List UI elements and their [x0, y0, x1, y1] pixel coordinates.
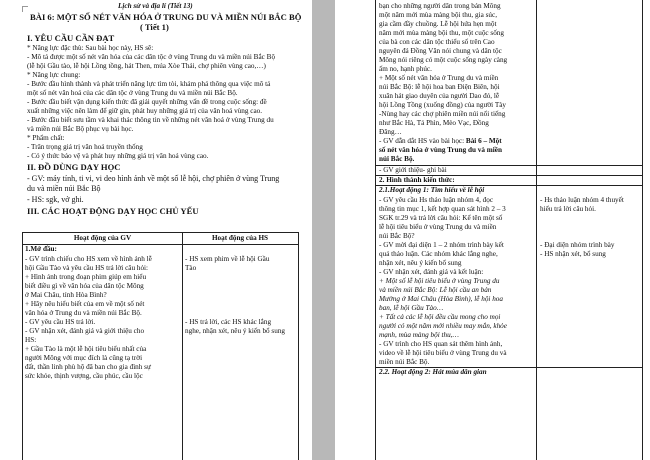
- table-cell-line: video về lễ hội tiêu biểu ở vùng Trung du và: [379, 349, 507, 357]
- table-cell-line: - HS nhận xét, bổ sung: [540, 250, 606, 258]
- text-line: và miền núi Bắc Bộ phục vụ bài học.: [27, 125, 134, 133]
- table-cell-line: Đăng…: [379, 128, 402, 136]
- table-header-gv: Hoạt động của GV: [73, 234, 132, 242]
- table-cell-line: xuân hát giao duyên của người Dao đỏ, lễ: [379, 92, 500, 100]
- text-line: - Mô tả được một số nét văn hóa của các dân tộc ở vùng Trung du và miền núi Bắc Bộ: [27, 53, 276, 61]
- table-cell-line: - GV yêu cầu HS trả lời.: [25, 318, 96, 326]
- table-cell-line: núi Bắc Bộ?: [379, 232, 415, 240]
- table-cell-line: - GV yêu cầu Hs thảo luận nhóm 4, đọc: [379, 196, 494, 204]
- table-cell-line: sức khỏe, thịnh vượng, cầu phúc, cầu lộc: [25, 372, 143, 380]
- table-cell-line: nghe, nhận xét, nêu ý kiến bổ sung: [185, 327, 286, 335]
- text-line: - Bước đầu biết vận dụng kiến thức đã giải quyết những vấn đề trong cuộc sống: đề: [27, 98, 267, 106]
- table-cell-line: Mường ở Mai Châu (Hòa Bình), lễ hội hoa: [379, 295, 503, 303]
- table-cell-line: SGK tr.29 và trả lời câu hỏi: Kể tên một số: [379, 214, 503, 222]
- table-cell-line: + Tất cả các lễ hội đều cầu mong cho mọi: [379, 313, 501, 321]
- table-cell-line: như Bắc Hà, Tả Phìn, Mèo Vạc, Đồng: [379, 119, 489, 127]
- table-cell-line: Tào: [185, 264, 197, 272]
- table-cell-line: miền núi Bắc Bộ.: [379, 358, 430, 366]
- text-line: I. YÊU CẦU CẦN ĐẠT: [27, 33, 115, 43]
- table-cell-line: số nét văn hóa ở vùng Trung du và miền: [379, 146, 502, 154]
- table-cell-line: 2.1.Hoạt động 1: Tìm hiểu về lễ hội: [379, 186, 485, 194]
- table-cell-line: hiểu trả lời câu hỏi.: [540, 205, 596, 213]
- text-line: * Năng lực đặc thù: Sau bài học này, HS sẽ:: [27, 44, 154, 52]
- table-cell-line: năm mới mùa màng bội thu, một cuộc sống: [379, 29, 504, 37]
- text-line: ( Tiết 1): [140, 22, 169, 32]
- text-line: - Bước đầu hình thành và phát triển năng lực tìm tòi, khám phá thông qua việc mô tả: [27, 80, 271, 88]
- table-cell-line: thông tin mục 1, kết hợp quan sát hình 2 – 3: [379, 205, 506, 213]
- table-cell-line: - HS xem phim về lễ hội Gầu: [185, 255, 270, 263]
- table-cell-line: + Gầu Tào là một lễ hội tiêu biểu nhất của: [25, 345, 147, 353]
- text-line: II. ĐỒ DÙNG DẠY HỌC: [27, 162, 121, 172]
- table-cell-line: của bà con các dân tộc thiểu số trên Cao: [379, 38, 495, 46]
- margin-marker: [22, 6, 28, 12]
- document-page-right: [335, 0, 650, 460]
- table-cell-line: đất, thần linh phù hộ đã ban cho gia đình sự: [25, 363, 151, 371]
- table-cell-line: 2.2. Hoạt động 2: Hát múa dân gian: [379, 368, 487, 376]
- text-line: - HS: sgk, vở ghi.: [27, 195, 84, 204]
- text-line: BÀI 6: MỘT SỐ NÉT VĂN HÓA Ở TRUNG DU VÀ MIỀN NÚI BẮC BỘ: [30, 12, 302, 22]
- table-cell-line: + Hãy nêu hiểu biết của em về một số nét: [25, 300, 145, 308]
- document-page-left: [0, 0, 312, 460]
- table-cell-line: người Mông với mục đích là cũng tạ trời: [25, 354, 143, 362]
- table-cell-line: 2. Hình thành kiến thức:: [379, 176, 455, 184]
- table-cell-line: HS:: [25, 336, 37, 344]
- table-cell-line: - HS trả lời, các HS khác lắng: [185, 318, 272, 326]
- table-cell-line: một năm mới mùa màng bội thu, gia súc,: [379, 11, 497, 19]
- text-line: (lễ hội Gầu tào, lễ hội Lồng tồng, hát Then, múa Xòe Thái, chợ phiên vùng cao,…): [27, 62, 266, 70]
- table-cell-line: + Một số lễ hội tiêu biểu ở vùng Trung du: [379, 277, 500, 285]
- table-cell-line: lễ hội tiêu biểu ở vùng Trung du và miền: [379, 223, 497, 231]
- text-line: - Bước đầu biết sưu tầm và khai thác thông tin về những nét văn hoá ở vùng Trung du: [27, 116, 274, 124]
- table-cell-line: nhận xét, nêu ý kiến bổ sung: [379, 259, 462, 267]
- table-cell-line: người có một năm mới nhiều may mắn, khỏe: [379, 322, 507, 330]
- table-cell-line: - Hs thảo luận nhóm 4 thuyết: [540, 196, 624, 204]
- text-line: - Có ý thức bảo vệ và phát huy những giá trị văn hoá vùng cao.: [27, 152, 209, 160]
- table-cell-line: - GV giới thiệu- ghi bài: [379, 166, 447, 174]
- table-cell-line: gia cầm đầy chuồng. Lễ hội hứa hẹn một: [379, 20, 497, 28]
- table-cell-line: mạnh, mùa màng bội thu,…: [379, 331, 459, 339]
- table-cell-line: nguyên đá Đồng Văn nói chung và dân tộc: [379, 47, 502, 55]
- table-cell-line: - GV mời đại diện 1 – 2 nhóm trình bày kết: [379, 241, 504, 249]
- text-line: - GV: máy tính, ti vi, vi deo hình ảnh về một số lễ hội, chợ phiên ở vùng Trung: [27, 174, 280, 183]
- page-gap: [312, 0, 335, 460]
- text-line: * Phẩm chất:: [27, 134, 65, 142]
- table-header-hs: Hoạt động của HS: [211, 234, 269, 242]
- table-cell-line: núi Bắc Bộ: lễ hội hoa ban Điện Biên, hội: [379, 83, 500, 91]
- table-cell-line: Mông nói riêng có một cuộc sống ngày càng: [379, 56, 508, 64]
- table-cell-line: ấm no, hạnh phúc.: [379, 65, 432, 73]
- text-line: III. CÁC HOẠT ĐỘNG DẠY HỌC CHỦ YẾU: [27, 206, 199, 216]
- text-line: một số nét văn hoá của các dân tộc ở vùng Trung du và miền núi Bắc Bộ.: [27, 89, 238, 97]
- text-line: * Năng lực chung:: [27, 71, 81, 79]
- table-cell-line: biết điều gì về văn hóa của dân tộc Mông: [25, 282, 144, 290]
- table-cell-line: ở Mai Châu, tỉnh Hòa Bình?: [25, 291, 107, 299]
- table-cell-line: quả thảo luận. Các nhóm khác lắng nghe,: [379, 250, 498, 258]
- table-cell-line: bạn cho những người dân trong bản Mông: [379, 2, 501, 10]
- table-cell-line: -Nùng hay các chợ phiên miền núi nổi tiếng: [379, 110, 506, 118]
- table-cell-line: + Một số nét văn hóa ở Trung du và miền: [379, 74, 499, 82]
- lesson-title-inline: Bài 6 – Một: [465, 137, 502, 145]
- table-cell-line: - GV trình chiếu cho HS xem về hình ảnh lễ: [25, 255, 152, 263]
- table-cell-line: hội Gầu Tào và yêu cầu HS trả lời câu hỏi:: [25, 264, 149, 272]
- text-line: Lịch sử và địa lí (Tiết 13): [118, 2, 193, 10]
- table-cell-line: núi Bắc Bộ.: [379, 155, 415, 163]
- table-cell-line: - Đại diện nhóm trình bày: [540, 241, 615, 249]
- table-cell-line: văn hóa ở Trung du và miền núi Bắc Bộ.: [25, 309, 142, 317]
- table-cell-line: ban, lễ hội Gầu Tào…: [379, 304, 444, 312]
- table-cell-line: - GV nhận xét, đánh giá và kết luận:: [379, 268, 484, 276]
- table-cell-line: - GV nhận xét, đánh giá và giới thiệu cho: [25, 327, 145, 335]
- text-line: du và miền núi Bắc Bộ: [27, 184, 101, 193]
- text-line: - Trân trọng giá trị văn hoá truyền thống: [27, 143, 143, 151]
- table-cell-line: hội Lồng Tồng (xuống đồng) của người Tày: [379, 101, 507, 109]
- table-cell-line: và miền núi Bắc Bộ: Lễ hội cầu an bản: [379, 286, 492, 294]
- table-cell-line: - GV dẫn dắt HS vào bài học: Bài 6 – Một: [379, 137, 502, 145]
- text-line: xuất những việc nên làm để giữ gìn, phát huy những giá trị của văn hoá vùng cao.: [27, 107, 263, 115]
- table-cell-line: + Hình ảnh trong đoạn phim giúp em hiểu: [25, 273, 147, 281]
- table-cell-line: - GV trình cho HS quan sát thêm hình ảnh,: [379, 340, 503, 348]
- table-cell-line: 1.Mở đầu:: [25, 245, 57, 253]
